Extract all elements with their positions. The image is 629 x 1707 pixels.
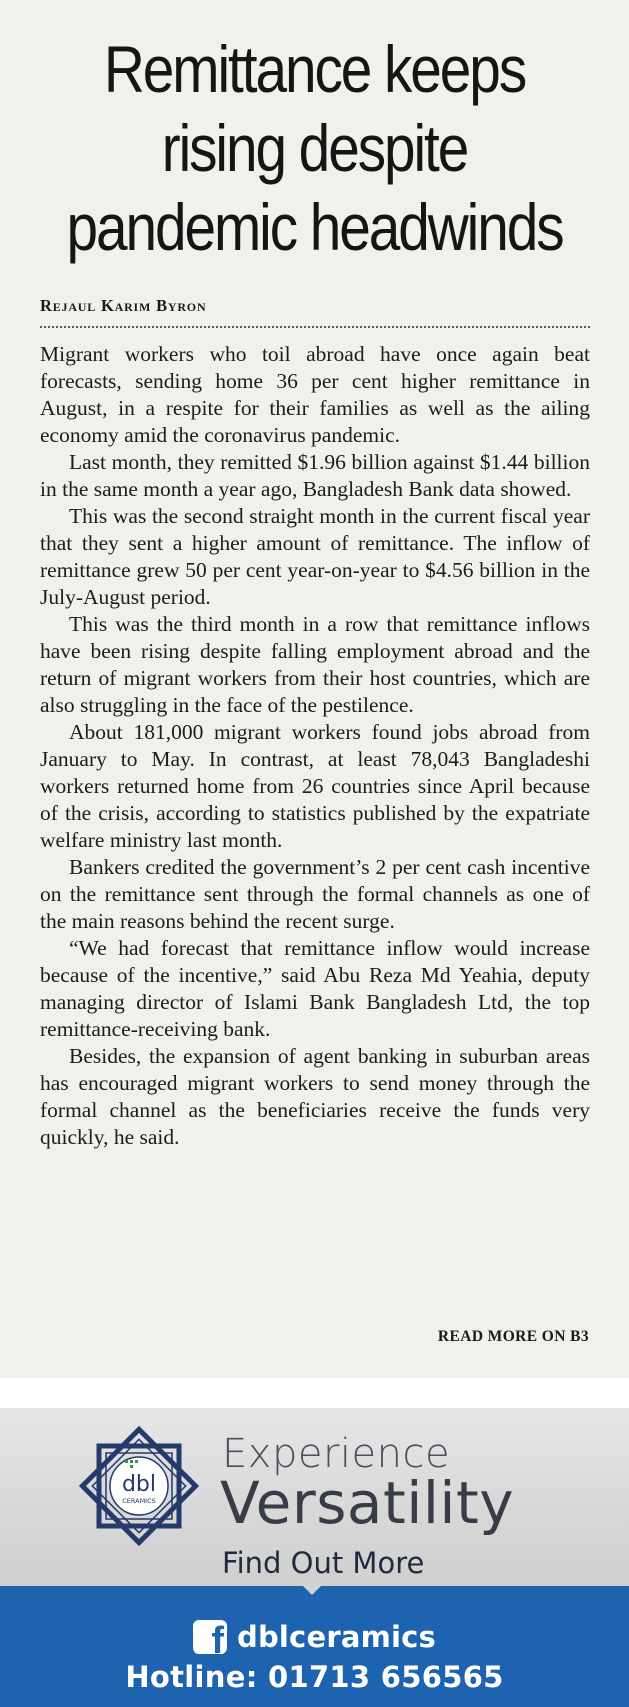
facebook-handle: dblceramics (237, 1620, 436, 1654)
find-out-more-link[interactable]: Find Out More (222, 1546, 425, 1580)
paragraph: This was the third month in a row that remittance inflows have been rising despite falling employment abroad and the return of migrant workers from their host countries, which are also struggling in the face of the pestilence. (40, 612, 590, 717)
hotline-number[interactable]: Hotline: 01713 656565 (125, 1660, 504, 1694)
headline (44, 30, 585, 267)
facebook-icon: f (193, 1620, 227, 1654)
dbl-ceramics-logo (73, 1420, 205, 1552)
paragraph: This was the second straight month in the current fiscal year that they sent a higher amount of remittance. The inflow of remittance grew 50 per cent year-on-year to $4.56 billion in the July-August period. (40, 504, 590, 609)
paragraph: Last month, they remitted $1.96 billion against $1.44 billion in the same month a year ago, Bangladesh Bank data showed. (40, 450, 590, 501)
read-more-link[interactable]: READ MORE ON B3 (437, 1328, 589, 1345)
byline: Rejaul Karim Byron (40, 296, 207, 315)
advertisement[interactable] (0, 1408, 629, 1707)
ad-headline-experience: Experience (222, 1431, 451, 1477)
facebook-link[interactable] (0, 1618, 629, 1656)
ad-headline-versatility: Versatility (220, 1469, 515, 1537)
paragraph: Bankers credited the government’s 2 per cent cash incentive on the remittance sent through the formal channels as one of the main reasons behind the recent surge. (40, 855, 590, 933)
article-body (40, 341, 590, 1151)
paragraph: Migrant workers who toil abroad have once again beat forecasts, sending home 36 per cent higher remittance in August, in a respite for their families as well as the ailing economy amid the coronavirus pandemic. (40, 342, 590, 447)
ad-banner-top (0, 1408, 629, 1586)
logo-text: dbl (121, 1472, 157, 1497)
headline-line: rising despite (161, 111, 468, 185)
dotted-divider (40, 326, 590, 328)
headline-line: pandemic headwinds (66, 190, 563, 264)
headline-line: Remittance keeps (103, 32, 526, 106)
logo-subtext: CERAMICS (122, 1497, 156, 1505)
paragraph: “We had forecast that remittance inflow would increase because of the incentive,” said Abu Reza Md Yeahia, deputy managing director of Islami Bank Bangladesh Ltd, the top remittance-receiving bank. (40, 936, 590, 1041)
paragraph: About 181,000 migrant workers found jobs abroad from January to May. In contrast, at least 78,043 Bangladeshi workers returned home from 26 countries since April because of the crisis, according to statistics published by the expatriate welfare ministry last month. (40, 720, 590, 852)
banner-notch (298, 1581, 326, 1595)
paragraph: Besides, the expansion of agent banking in suburban areas has encouraged migrant workers to send money through the formal channel as the beneficiaries receive the funds very quickly, he said. (40, 1044, 590, 1149)
